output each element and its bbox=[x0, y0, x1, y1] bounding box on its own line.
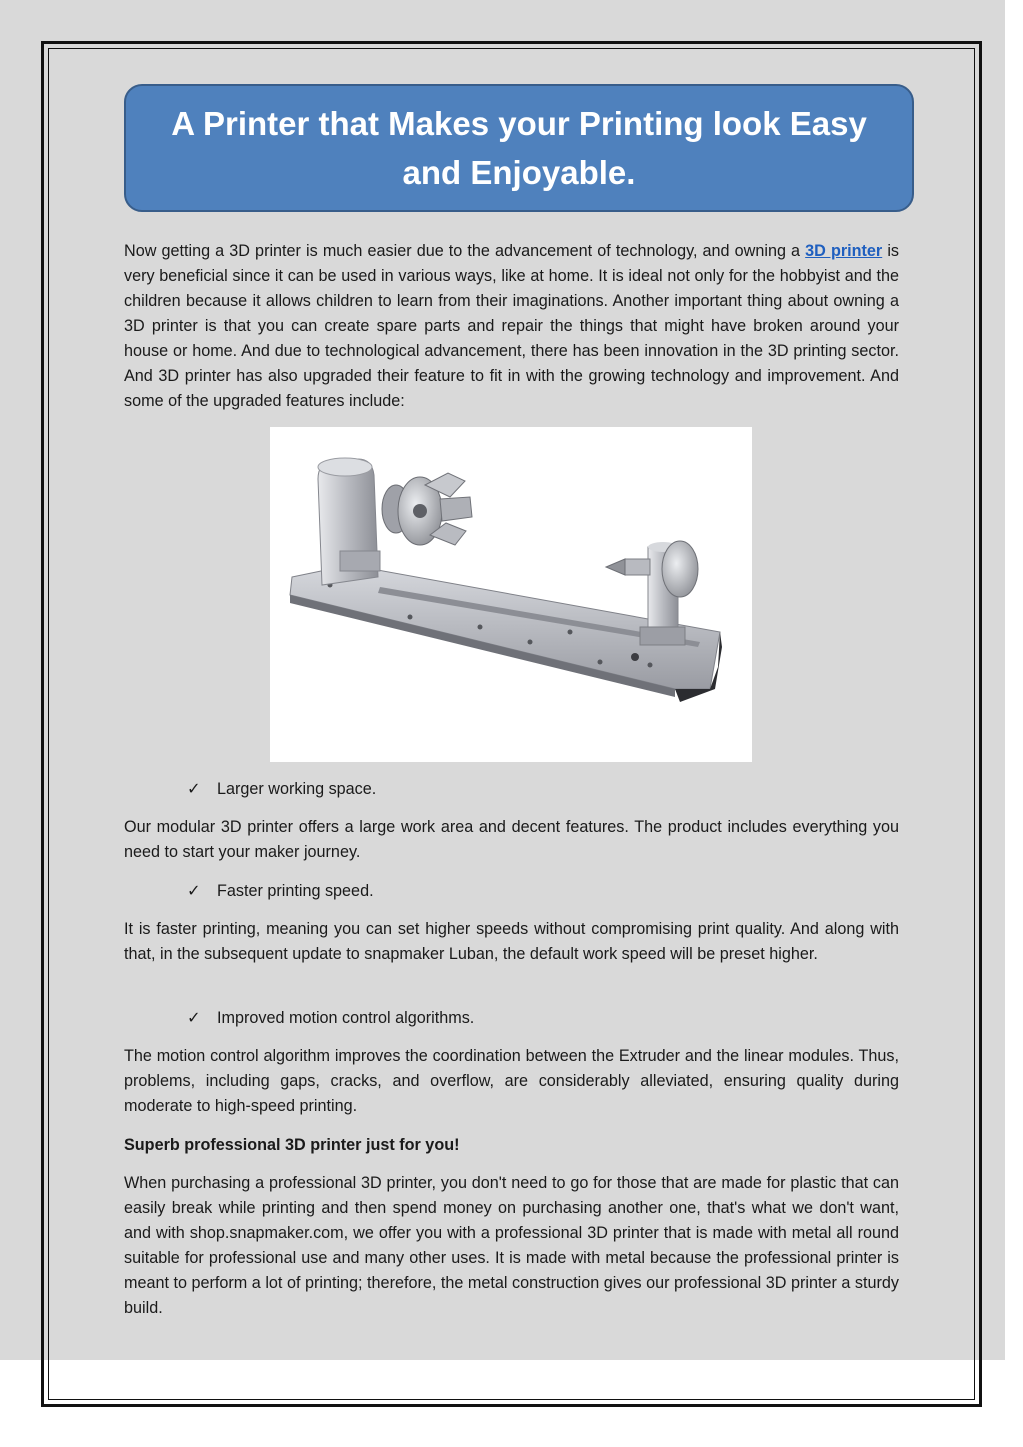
rotary-module-photo bbox=[270, 427, 752, 762]
3d-printer-link[interactable]: 3D printer bbox=[805, 242, 883, 260]
feature-bullet-2 bbox=[187, 879, 374, 904]
checkmark-icon: ✓ bbox=[187, 882, 201, 900]
feature-label: Improved motion control algorithms. bbox=[217, 1009, 475, 1027]
title-banner bbox=[124, 84, 914, 212]
rotary-module-illustration bbox=[270, 427, 752, 762]
closing-paragraph: When purchasing a professional 3D printer, you don't need to go for those that are made for plastic that can easily break while printing and then spend money on purchasing another one, that's what we don't want, and with shop.snapmaker.com, we offer you with a professional 3D printer that is made with metal all round suitable for professional use and many other uses. It is made with metal because the professional printer is meant to perform a lot of printing; therefore, the metal construction gives our professional 3D printer a sturdy build. bbox=[124, 1174, 899, 1317]
section-subheading: Superb professional 3D printer just for you! bbox=[124, 1136, 460, 1154]
intro-text-start: Now getting a 3D printer is much easier due to the advancement of technology, and owning a bbox=[124, 242, 806, 260]
feature-label: Larger working space. bbox=[217, 780, 377, 798]
feature-paragraph-1: Our modular 3D printer offers a large work area and decent features. The product includes everything you need to start your maker journey. bbox=[124, 818, 899, 861]
feature-paragraph-3: The motion control algorithm improves the coordination between the Extruder and the linear modules. Thus, problems, including gaps, cracks, and overflow, are considerably alleviated, ensuring quality during moderate to high-speed printing. bbox=[124, 1047, 899, 1115]
feature-label: Faster printing speed. bbox=[217, 882, 374, 900]
feature-bullet-1 bbox=[187, 777, 376, 802]
intro-text-end: is very beneficial since it can be used in various ways, like at home. It is ideal not only for the hobbyist and the children because it allows children to learn from their imaginations. Another important thing about owning a 3D printer is that you can create spare parts and repair the things that might have broken around your house or home. And due to technological advancement, there has been innovation in the 3D printing sector. And 3D printer has also upgraded their feature to fit in with the growing technology and improvement. And some of the upgraded features include: bbox=[124, 242, 900, 410]
intro-paragraph bbox=[124, 239, 899, 414]
feature-paragraph-2: It is faster printing, meaning you can set higher speeds without compromising print quality. And along with that, in the subsequent update to snapmaker Luban, the default work speed will be preset higher. bbox=[124, 920, 899, 963]
checkmark-icon: ✓ bbox=[187, 1009, 201, 1027]
checkmark-icon: ✓ bbox=[187, 780, 201, 798]
page-title: A Printer that Makes your Printing look Easy and Enjoyable. bbox=[171, 105, 867, 191]
feature-bullet-3 bbox=[187, 1006, 474, 1031]
